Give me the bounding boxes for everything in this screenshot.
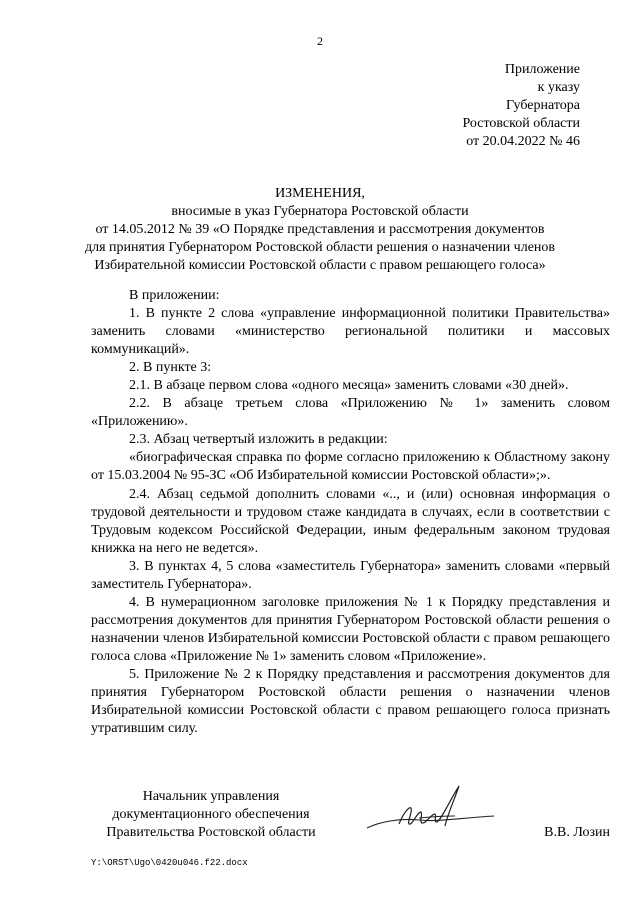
- paragraph: 2.4. Абзац седьмой дополнить словами «.., и (или) основная информация о трудовой деятельности и трудовом стаже кандидата в случаях, если в соответствии с Трудовым кодексом Российской Федерации, иным федеральным законом трудовая книжка на него не ведется».: [91, 486, 610, 556]
- page-number: 2: [317, 34, 323, 48]
- paragraph: «биографическая справка по форме согласно приложению к Областному закону от 15.03.2004 № 95-ЗС «Об Избирательной комиссии Ростовской области»;».: [91, 450, 610, 484]
- file-path: Y:\ORST\Ugo\0420u046.f22.docx: [91, 858, 248, 868]
- title-line: Избирательной комиссии Ростовской области с правом решающего голоса»: [94, 258, 546, 273]
- appendix-line: Приложение: [504, 62, 580, 77]
- paragraph: 2.1. В абзаце первом слова «одного месяца» заменить словами «30 дней».: [129, 378, 569, 394]
- paragraph: 3. В пунктах 4, 5 слова «заместитель Губернатора» заменить словами «первый заместитель Губернатора».: [91, 558, 610, 592]
- paragraph: 5. Приложение № 2 к Порядку представления и рассмотрения документов для принятия Губернатором Ростовской области решения о назначении членов Избирательной комиссии Ростовской области с правом решающего голоса признать утратившим силу.: [91, 666, 610, 737]
- paragraph: 2.2. В абзаце третьем слова «Приложению № 1» заменить словом «Приложению».: [91, 396, 610, 430]
- title-line: вносимые в указ Губернатора Ростовской области: [171, 204, 469, 219]
- document-body: [91, 287, 610, 738]
- appendix-line: от 20.04.2022 № 46: [466, 134, 580, 149]
- document-title: [60, 185, 580, 275]
- position-line: Начальник управления: [142, 789, 280, 804]
- appendix-line: к указу: [537, 80, 580, 95]
- paragraph: 2. В пункте 3:: [129, 360, 212, 376]
- position-line: документационного обеспечения: [112, 807, 310, 822]
- title-line: от 14.05.2012 № 39 «О Порядке представления и рассмотрения документов: [95, 222, 545, 237]
- position-line: Правительства Ростовской области: [106, 825, 316, 840]
- title-heading: ИЗМЕНЕНИЯ,: [275, 186, 365, 201]
- handwritten-signature: [359, 778, 499, 838]
- appendix-line: Губернатора: [505, 98, 580, 113]
- paragraph: 4. В нумерационном заголовке приложения № 1 к Порядку представления и рассмотрения документов для принятия Губернатором Ростовской области решения о назначении членов Избирательной комиссии Ростовской области с правом решающего голоса слова «Приложение № 1» заменить словом «Приложение».: [91, 594, 610, 664]
- signatory-position: [91, 788, 331, 842]
- title-line: для принятия Губернатором Ростовской области решения о назначении членов: [84, 240, 556, 255]
- appendix-line: Ростовской области: [462, 116, 580, 131]
- paragraph: 2.3. Абзац четвертый изложить в редакции:: [129, 432, 388, 448]
- signatory-name: В.В. Лозин: [544, 825, 610, 840]
- paragraph: 1. В пункте 2 слова «управление информационной политики Правительства» заменить словами «министерство региональной политики и массовых коммуникаций».: [91, 306, 610, 358]
- appendix-header: [380, 61, 580, 151]
- paragraph: В приложении:: [129, 288, 220, 303]
